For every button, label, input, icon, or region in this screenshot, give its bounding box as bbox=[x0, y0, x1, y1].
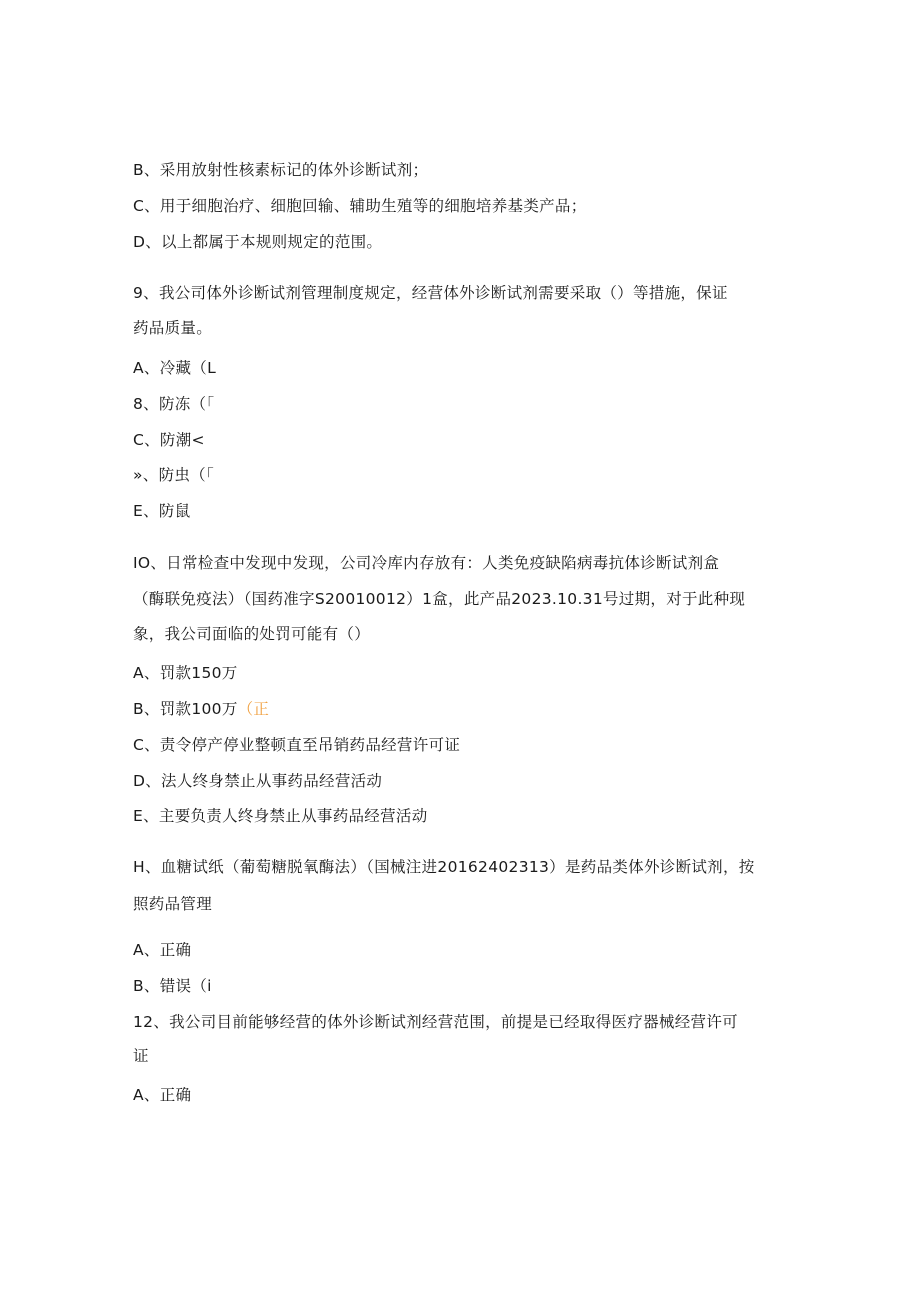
option-line: D、以上都属于本规则规定的范围。 bbox=[133, 233, 383, 251]
question-line: IO、日常检查中发现中发现，公司冷库内存放有：人类免疫缺陷病毒抗体诊断试剂盒 bbox=[133, 554, 720, 572]
option-line: A、冷藏（L bbox=[133, 359, 217, 377]
option-line: C、防潮< bbox=[133, 431, 205, 449]
question-line: 证 bbox=[133, 1047, 149, 1065]
option-line: 8、防冻（「 bbox=[133, 395, 215, 413]
option-text: B、罚款100万 bbox=[133, 700, 238, 718]
option-line: C、用于细胞治疗、细胞回输、辅助生殖等的细胞培养基类产品； bbox=[133, 197, 587, 215]
option-line: A、正确 bbox=[133, 941, 192, 959]
option-line bbox=[133, 699, 269, 719]
answer-mark: （正 bbox=[237, 700, 270, 718]
option-line: E、主要负责人终身禁止从事药品经营活动 bbox=[133, 807, 428, 825]
option-line: C、责令停产停业整顿直至吊销药品经营许可证 bbox=[133, 736, 461, 754]
question-line: 药品质量。 bbox=[133, 319, 213, 337]
question-line: 9、我公司体外诊断试剂管理制度规定，经营体外诊断试剂需要采取（）等措施，保证 bbox=[133, 284, 728, 302]
question-line: 照药品管理 bbox=[133, 895, 213, 913]
option-line: A、正确 bbox=[133, 1086, 192, 1104]
option-line: D、法人终身禁止从事药品经营活动 bbox=[133, 772, 383, 790]
question-line: 12、我公司目前能够经营的体外诊断试剂经营范围，前提是已经取得医疗器械经营许可 bbox=[133, 1013, 738, 1031]
option-line: A、罚款150万 bbox=[133, 664, 238, 682]
question-line: 象，我公司面临的处罚可能有（） bbox=[133, 625, 371, 643]
option-line: E、防鼠 bbox=[133, 502, 191, 520]
option-line: B、错误（i bbox=[133, 977, 212, 995]
option-line: B、采用放射性核素标记的体外诊断试剂； bbox=[133, 161, 429, 179]
question-line: （酶联免疫法）（国药准字S20010012）1盒，此产品2023.10.31号过期，对于此种现 bbox=[133, 590, 746, 608]
question-line: H、血糖试纸（葡萄糖脱氧酶法）（国械注进20162402313）是药品类体外诊断试剂，按 bbox=[133, 858, 755, 876]
option-line: »、防虫（「 bbox=[133, 466, 215, 484]
